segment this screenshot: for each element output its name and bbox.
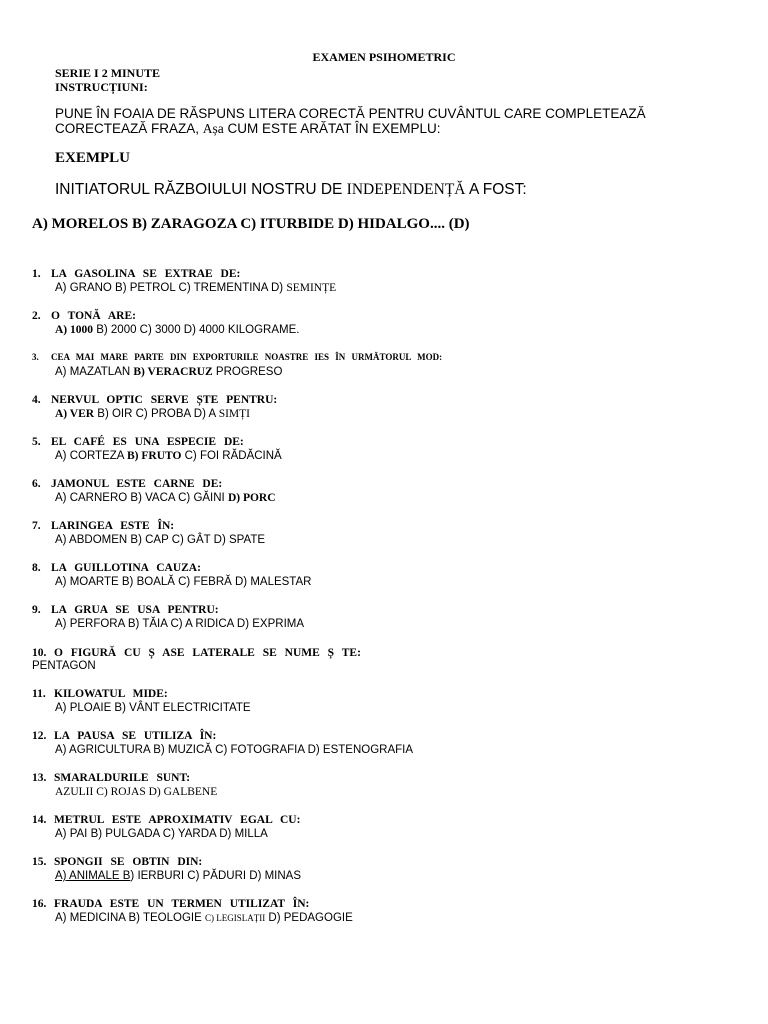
- answer-13: AZULII C) ROJAS D) GALBENE: [55, 786, 218, 798]
- answer-4: A) VER B) OIR C) PROBA D) A SIMȚI: [55, 408, 251, 420]
- instructions-label: INSTRUCȚIUNI:: [55, 80, 148, 94]
- instructions-line-1: PUNE ÎN FOAIA DE RĂSPUNS LITERA CORECTĂ PENTRU CUVÂNTUL CARE COMPLETEAZĂ: [55, 106, 646, 121]
- question-6: 6. JAMONUL ESTE CARNE DE:: [32, 478, 223, 490]
- question-5: 5. EL CAFÉ ES UNA ESPECIE DE:: [32, 436, 244, 448]
- question-1: 1. LA GASOLINA SE EXTRAE DE:: [32, 268, 241, 280]
- answer-5: A) CORTEZA B) FRUTO C) FOI RĂDĂCINĂ: [55, 450, 282, 462]
- question-15: 15. SPONGII SE OBTIN DIN:: [32, 856, 203, 868]
- answer-1: A) GRANO B) PETROL C) TREMENTINA D) SEMINȚE: [55, 282, 337, 294]
- question-10: 10. O FIGURĂ CU Ș ASE LATERALE SE NUME Ș TE:: [32, 647, 361, 659]
- question-4: 4. NERVUL OPTIC SERVE ȘTE PENTRU:: [32, 394, 278, 406]
- answer-2: A) 1000 B) 2000 C) 3000 D) 4000 KILOGRAME.: [55, 324, 300, 336]
- example-question: INITIATORUL RĂZBOIULUI NOSTRU DE INDEPENDENȚĂ A FOST:: [55, 181, 527, 198]
- answer-8: A) MOARTE B) BOALĂ C) FEBRĂ D) MALESTAR: [55, 576, 312, 588]
- answer-15: A) ANIMALE B) IERBURI C) PĂDURI D) MINAS: [55, 870, 302, 882]
- answer-7: A) ABDOMEN B) CAP C) GÂT D) SPATE: [55, 534, 266, 546]
- question-9: 9. LA GRUA SE USA PENTRU:: [32, 604, 219, 616]
- answer-11: A) PLOAIE B) VÂNT ELECTRICITATE: [55, 702, 251, 714]
- answer-12: A) AGRICULTURA B) MUZICĂ C) FOTOGRAFIA D) ESTENOGRAFIA: [55, 744, 414, 756]
- answer-14: A) PAI B) PULGADA C) YARDA D) MILLA: [55, 828, 268, 840]
- series-label: SERIE I 2 MINUTE: [55, 66, 161, 80]
- question-3: 3. CEA MAI MARE PARTE DIN EXPORTURILE NOASTRE IES ÎN URMĂTORUL MOD:: [32, 352, 443, 362]
- document-title: EXAMEN PSIHOMETRIC: [312, 50, 456, 64]
- instructions-line-2: CORECTEAZĂ FRAZA, Așa CUM ESTE ARĂTAT ÎN EXEMPLU:: [55, 121, 441, 136]
- answer-9: A) PERFORA B) TĂIA C) A RIDICA D) EXPRIMA: [55, 618, 305, 630]
- question-11: 11. KILOWATUL MIDE:: [32, 688, 168, 700]
- answer-10: PENTAGON: [32, 660, 96, 672]
- question-7: 7. LARINGEA ESTE ÎN:: [32, 520, 175, 532]
- question-16: 16. FRAUDA ESTE UN TERMEN UTILIZAT ÎN:: [32, 898, 310, 910]
- question-14: 14. METRUL ESTE APROXIMATIV EGAL CU:: [32, 814, 301, 826]
- question-12: 12. LA PAUSA SE UTILIZA ÎN:: [32, 730, 217, 742]
- answer-6: A) CARNERO B) VACA C) GĂINI D) PORC: [55, 492, 276, 504]
- example-label: EXEMPLU: [55, 150, 130, 166]
- question-13: 13. SMARALDURILE SUNT:: [32, 772, 191, 784]
- example-answers: A) MORELOS B) ZARAGOZA C) ITURBIDE D) HIDALGO.... (D): [32, 216, 470, 232]
- question-8: 8. LA GUILLOTINA CAUZA:: [32, 562, 201, 574]
- question-2: 2. O TONĂ ARE:: [32, 310, 136, 322]
- answer-16: A) MEDICINA B) TEOLOGIE C) LEGISLAȚII D) PEDAGOGIE: [55, 912, 353, 924]
- answer-3: A) MAZATLAN B) VERACRUZ PROGRESO: [55, 366, 283, 378]
